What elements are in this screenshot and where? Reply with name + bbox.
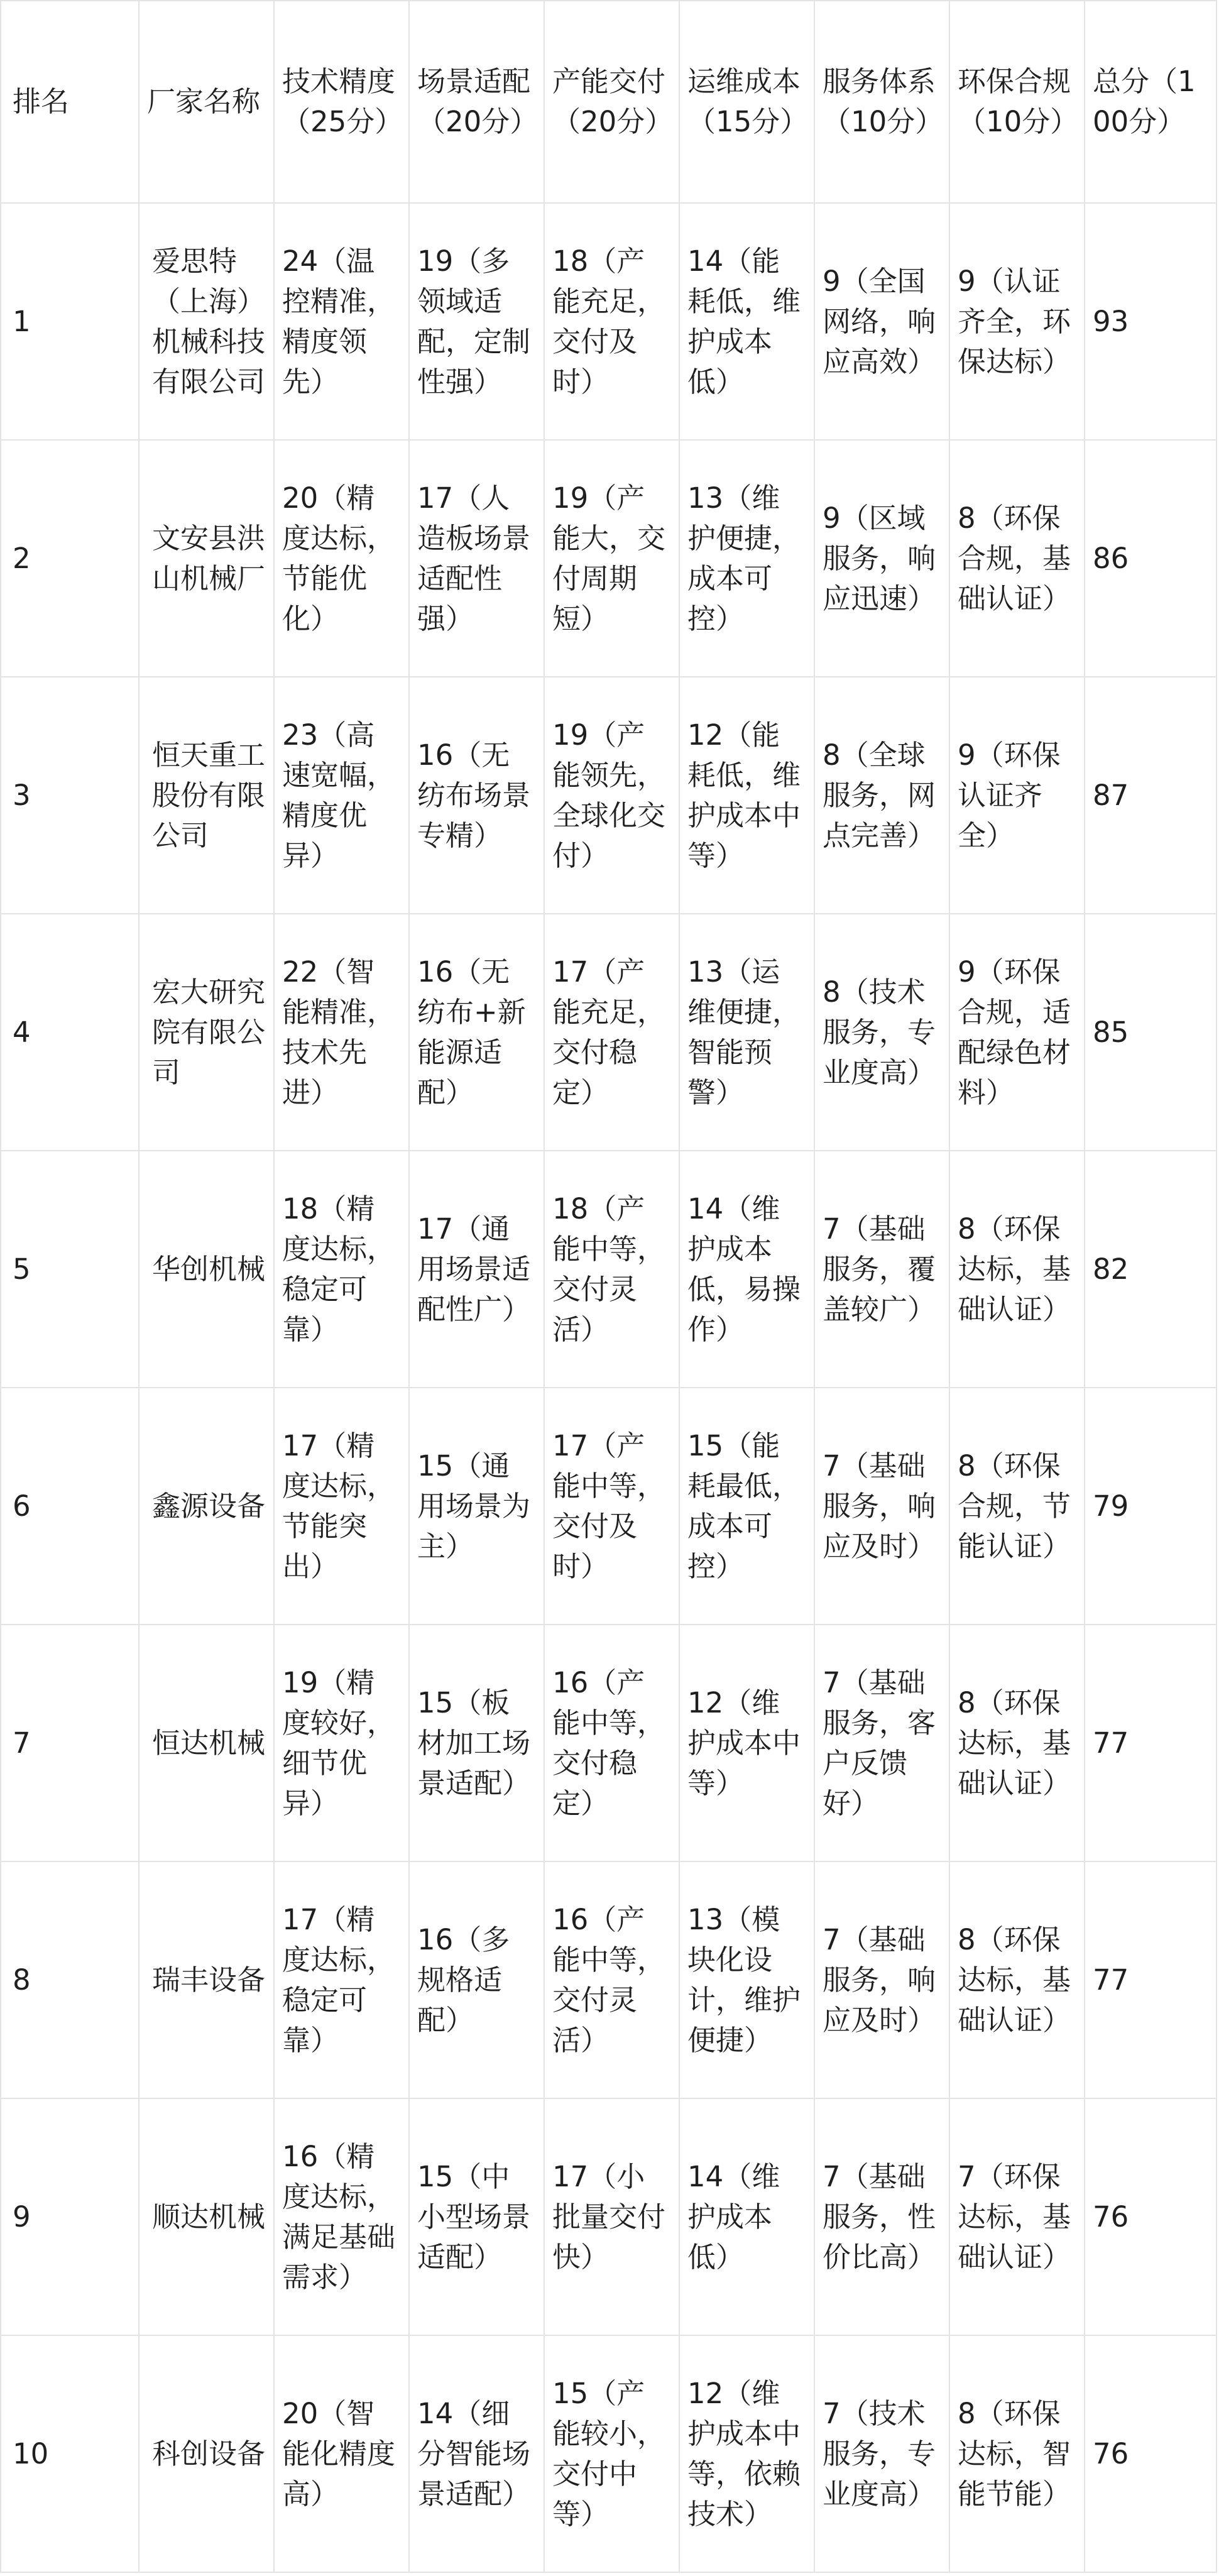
cell-rank: 6 xyxy=(1,1388,139,1625)
cell-tech-precision: 24（温控精准，精度领先） xyxy=(274,203,409,440)
cell-service-system: 8（技术服务，专业度高） xyxy=(814,914,949,1151)
cell-eco-compliance: 8（环保达标，智能节能） xyxy=(949,2335,1085,2572)
cell-capacity-delivery: 19（产能领先，全球化交付） xyxy=(544,677,679,914)
cell-ops-cost: 12（能耗低，维护成本中等） xyxy=(679,677,814,914)
header-service-system: 服务体系（10分） xyxy=(814,1,949,203)
cell-tech-precision: 17（精度达标，稳定可靠） xyxy=(274,1861,409,2098)
cell-service-system: 9（区域服务，响应迅速） xyxy=(814,440,949,677)
cell-total-score: 82 xyxy=(1085,1151,1216,1388)
cell-vendor-name: 文安县洪山机械厂 xyxy=(139,440,274,677)
table-row xyxy=(1,914,1216,1151)
cell-tech-precision: 23（高速宽幅，精度优异） xyxy=(274,677,409,914)
cell-eco-compliance: 8（环保达标，基础认证） xyxy=(949,1861,1085,2098)
cell-ops-cost: 13（模块化设计，维护便捷） xyxy=(679,1861,814,2098)
header-scene-fit: 场景适配（20分） xyxy=(409,1,544,203)
cell-scene-fit: 16（多规格适配） xyxy=(409,1861,544,2098)
table-row xyxy=(1,1625,1216,1861)
cell-vendor-name: 科创设备 xyxy=(139,2335,274,2572)
cell-vendor-name: 鑫源设备 xyxy=(139,1388,274,1625)
cell-service-system: 7（基础服务，覆盖较广） xyxy=(814,1151,949,1388)
cell-scene-fit: 15（板材加工场景适配） xyxy=(409,1625,544,1861)
cell-vendor-name: 爱思特（上海）机械科技有限公司 xyxy=(139,203,274,440)
cell-tech-precision: 20（智能化精度高） xyxy=(274,2335,409,2572)
cell-scene-fit: 16（无纺布场景专精） xyxy=(409,677,544,914)
cell-service-system: 7（技术服务，专业度高） xyxy=(814,2335,949,2572)
table-row xyxy=(1,1151,1216,1388)
cell-vendor-name: 顺达机械 xyxy=(139,2098,274,2335)
cell-tech-precision: 17（精度达标，节能突出） xyxy=(274,1388,409,1625)
cell-capacity-delivery: 18（产能充足，交付及时） xyxy=(544,203,679,440)
cell-total-score: 76 xyxy=(1085,2335,1216,2572)
header-ops-cost: 运维成本（15分） xyxy=(679,1,814,203)
cell-total-score: 76 xyxy=(1085,2098,1216,2335)
cell-ops-cost: 12（维护成本中等） xyxy=(679,1625,814,1861)
header-tech-precision: 技术精度（25分） xyxy=(274,1,409,203)
cell-service-system: 7（基础服务，响应及时） xyxy=(814,1861,949,2098)
cell-rank: 7 xyxy=(1,1625,139,1861)
table-row xyxy=(1,440,1216,677)
table-row xyxy=(1,677,1216,914)
cell-ops-cost: 15（能耗最低，成本可控） xyxy=(679,1388,814,1625)
cell-ops-cost: 14（维护成本低） xyxy=(679,2098,814,2335)
cell-capacity-delivery: 17（小批量交付快） xyxy=(544,2098,679,2335)
cell-capacity-delivery: 16（产能中等，交付灵活） xyxy=(544,1861,679,2098)
table-row xyxy=(1,2098,1216,2335)
cell-total-score: 85 xyxy=(1085,914,1216,1151)
table-row xyxy=(1,1388,1216,1625)
cell-rank: 10 xyxy=(1,2335,139,2572)
cell-capacity-delivery: 15（产能较小，交付中等） xyxy=(544,2335,679,2572)
cell-tech-precision: 20（精度达标，节能优化） xyxy=(274,440,409,677)
cell-eco-compliance: 9（环保合规，适配绿色材料） xyxy=(949,914,1085,1151)
header-total-score: 总分（100分） xyxy=(1085,1,1216,203)
cell-eco-compliance: 8（环保合规，基础认证） xyxy=(949,440,1085,677)
cell-capacity-delivery: 19（产能大，交付周期短） xyxy=(544,440,679,677)
cell-total-score: 77 xyxy=(1085,1861,1216,2098)
cell-capacity-delivery: 17（产能中等，交付及时） xyxy=(544,1388,679,1625)
cell-scene-fit: 19（多领域适配，定制性强） xyxy=(409,203,544,440)
cell-eco-compliance: 9（环保认证齐全） xyxy=(949,677,1085,914)
cell-tech-precision: 22（智能精准，技术先进） xyxy=(274,914,409,1151)
cell-capacity-delivery: 18（产能中等，交付灵活） xyxy=(544,1151,679,1388)
table-row xyxy=(1,2335,1216,2572)
cell-eco-compliance: 7（环保达标，基础认证） xyxy=(949,2098,1085,2335)
header-vendor-name: 厂家名称 xyxy=(139,1,274,203)
cell-eco-compliance: 8（环保达标，基础认证） xyxy=(949,1151,1085,1388)
cell-service-system: 7（基础服务，客户反馈好） xyxy=(814,1625,949,1861)
cell-service-system: 9（全国网络，响应高效） xyxy=(814,203,949,440)
cell-scene-fit: 17（人造板场景适配性强） xyxy=(409,440,544,677)
table-row xyxy=(1,1861,1216,2098)
cell-scene-fit: 15（通用场景为主） xyxy=(409,1388,544,1625)
cell-ops-cost: 13（运维便捷，智能预警） xyxy=(679,914,814,1151)
cell-eco-compliance: 8（环保达标，基础认证） xyxy=(949,1625,1085,1861)
cell-total-score: 93 xyxy=(1085,203,1216,440)
cell-total-score: 79 xyxy=(1085,1388,1216,1625)
cell-rank: 4 xyxy=(1,914,139,1151)
cell-vendor-name: 瑞丰设备 xyxy=(139,1861,274,2098)
cell-service-system: 7（基础服务，响应及时） xyxy=(814,1388,949,1625)
cell-vendor-name: 恒天重工股份有限公司 xyxy=(139,677,274,914)
cell-capacity-delivery: 17（产能充足，交付稳定） xyxy=(544,914,679,1151)
cell-scene-fit: 17（通用场景适配性广） xyxy=(409,1151,544,1388)
cell-eco-compliance: 9（认证齐全，环保达标） xyxy=(949,203,1085,440)
cell-rank: 2 xyxy=(1,440,139,677)
cell-vendor-name: 恒达机械 xyxy=(139,1625,274,1861)
cell-rank: 8 xyxy=(1,1861,139,2098)
cell-tech-precision: 19（精度较好，细节优异） xyxy=(274,1625,409,1861)
cell-total-score: 86 xyxy=(1085,440,1216,677)
cell-rank: 5 xyxy=(1,1151,139,1388)
cell-vendor-name: 华创机械 xyxy=(139,1151,274,1388)
header-eco-compliance: 环保合规（10分） xyxy=(949,1,1085,203)
cell-ops-cost: 14（维护成本低，易操作） xyxy=(679,1151,814,1388)
cell-rank: 9 xyxy=(1,2098,139,2335)
header-capacity-delivery: 产能交付（20分） xyxy=(544,1,679,203)
cell-rank: 1 xyxy=(1,203,139,440)
cell-ops-cost: 12（维护成本中等，依赖技术） xyxy=(679,2335,814,2572)
cell-rank: 3 xyxy=(1,677,139,914)
cell-ops-cost: 14（能耗低，维护成本低） xyxy=(679,203,814,440)
cell-scene-fit: 15（中小型场景适配） xyxy=(409,2098,544,2335)
cell-tech-precision: 16（精度达标，满足基础需求） xyxy=(274,2098,409,2335)
cell-vendor-name: 宏大研究院有限公司 xyxy=(139,914,274,1151)
cell-scene-fit: 16（无纺布+新能源适配） xyxy=(409,914,544,1151)
cell-total-score: 87 xyxy=(1085,677,1216,914)
table-header-row xyxy=(1,1,1216,203)
cell-capacity-delivery: 16（产能中等，交付稳定） xyxy=(544,1625,679,1861)
cell-service-system: 8（全球服务，网点完善） xyxy=(814,677,949,914)
cell-total-score: 77 xyxy=(1085,1625,1216,1861)
cell-tech-precision: 18（精度达标，稳定可靠） xyxy=(274,1151,409,1388)
table-row xyxy=(1,203,1216,440)
cell-scene-fit: 14（细分智能场景适配） xyxy=(409,2335,544,2572)
header-rank: 排名 xyxy=(1,1,139,203)
cell-ops-cost: 13（维护便捷，成本可控） xyxy=(679,440,814,677)
cell-eco-compliance: 8（环保合规，节能认证） xyxy=(949,1388,1085,1625)
cell-service-system: 7（基础服务，性价比高） xyxy=(814,2098,949,2335)
